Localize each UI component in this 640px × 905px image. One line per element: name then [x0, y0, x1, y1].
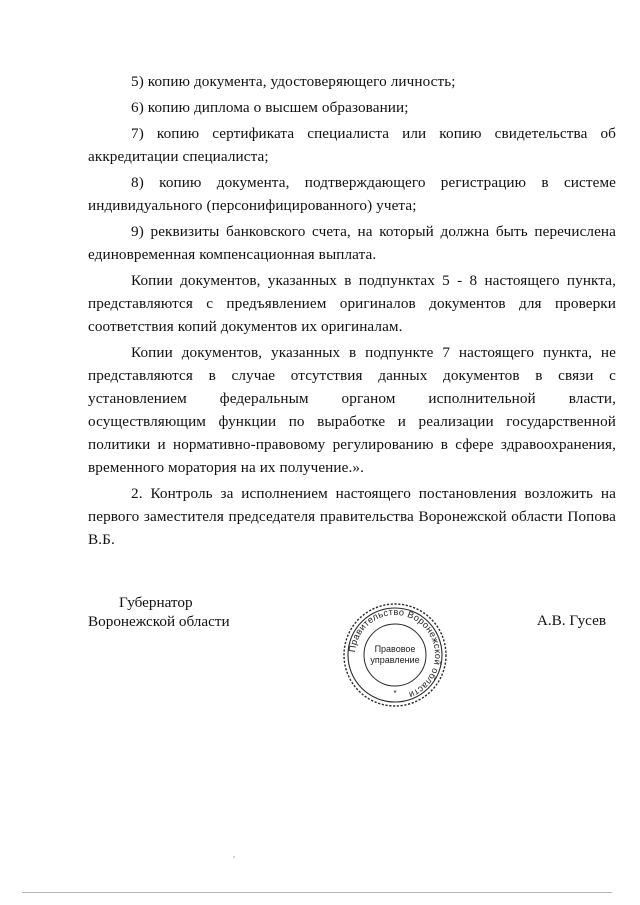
- position-line-1: Губернатор: [119, 594, 193, 611]
- document-body: [88, 70, 616, 551]
- stamp-center-line-2: управление: [370, 655, 420, 665]
- item-7: 7) копию сертификата специалиста или копию свидетельства об аккредитации специалиста;: [88, 125, 616, 165]
- stamp-center-line-1: Правовое: [374, 644, 416, 654]
- bottom-rule: [22, 892, 612, 893]
- item-8: 8) копию документа, подтверждающего регистрацию в системе индивидуального (персонифицированного) учета;: [88, 174, 616, 214]
- item-9: 9) реквизиты банковского счета, на который должна быть перечислена единовременная компенсационная выплата.: [88, 223, 616, 263]
- stamp-ring-text: Правительство Воронежской области: [347, 606, 444, 701]
- official-stamp: [341, 601, 449, 709]
- stamp-star-icon: *: [393, 689, 397, 698]
- paragraph-copies-7: Копии документов, указанных в подпункте 7 настоящего пункта, не представляются в случае отсутствия данных документов в связи с установлением федеральным органом исполнительной власти, осуществляющим функции по выработке и реализации государственной политики и нормативно-правовому регулированию в сфере здравоохранения, временного моратория на их получение.».: [88, 344, 616, 476]
- paragraph-copies-5-8: Копии документов, указанных в подпунктах 5 - 8 настоящего пункта, представляются с предъявлением оригиналов документов для проверки соответствия копий документов их оригиналам.: [88, 272, 616, 335]
- signatory-position: [88, 593, 288, 631]
- scan-speck: [233, 856, 235, 858]
- item-5: 5) копию документа, удостоверяющего личность;: [131, 73, 456, 90]
- point-2: 2. Контроль за исполнением настоящего постановления возложить на первого заместителя председателя правительства Воронежской области Попова В.Б.: [88, 485, 616, 548]
- item-6: 6) копию диплома о высшем образовании;: [131, 99, 409, 116]
- position-line-2: Воронежской области: [88, 613, 230, 630]
- signatory-name: А.В. Гусев: [536, 612, 606, 629]
